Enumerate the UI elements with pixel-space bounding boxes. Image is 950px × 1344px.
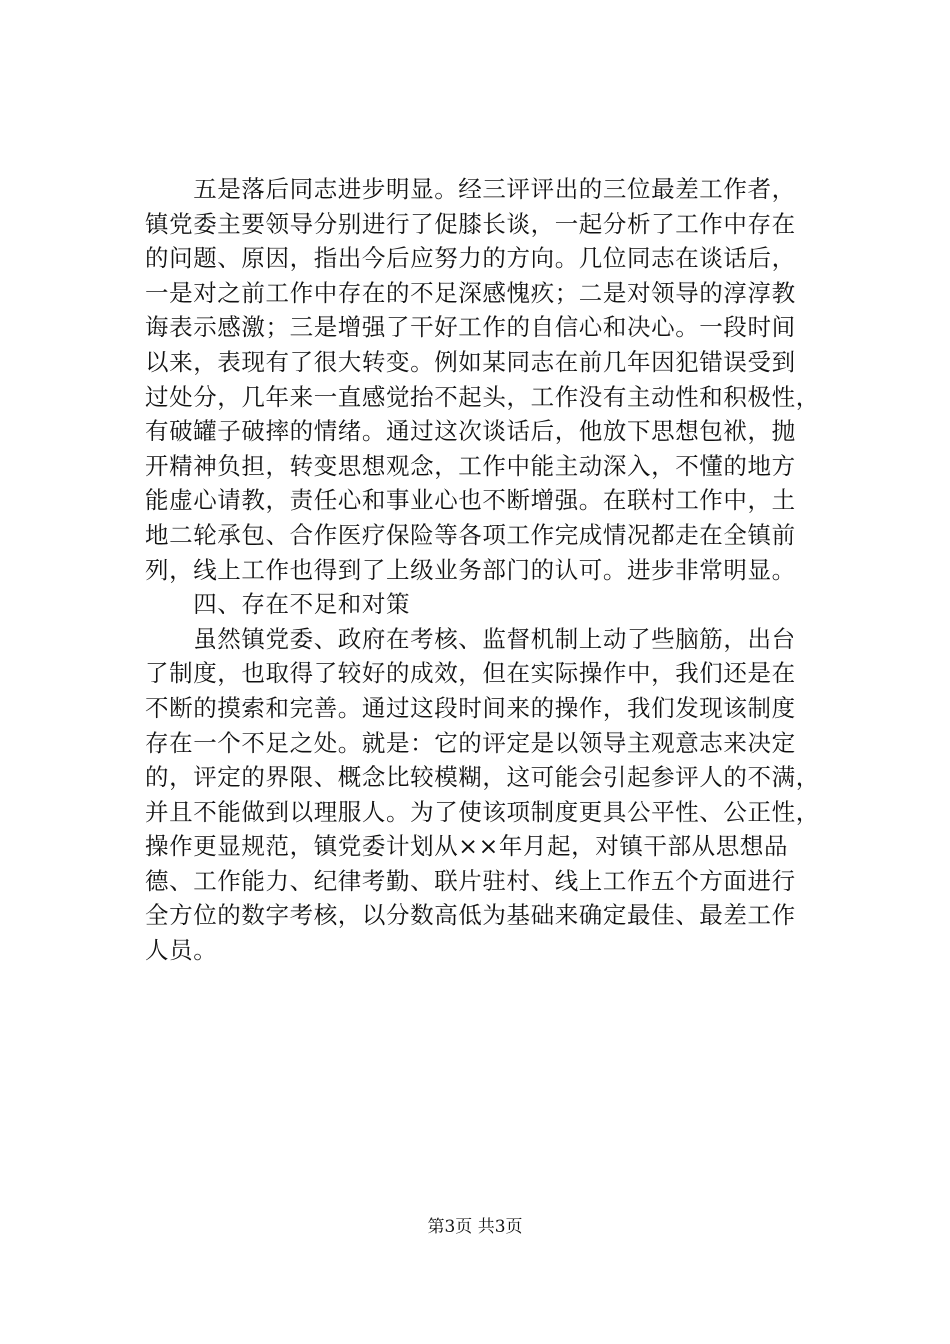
section-heading: 四、存在不足和对策 [145,590,411,619]
text-line: 虽然镇党委、政府在考核、监督机制上动了些脑筋，出台 [145,624,796,653]
page-footer [0,1216,950,1238]
text-line: 存在一个不足之处。就是：它的评定是以领导主观意志来决定 [145,728,796,757]
text-line: 的，评定的界限、概念比较模糊，这可能会引起参评人的不满， [145,763,820,792]
text-line: 人员。 [145,936,218,965]
page-number: 第3页 共3页 [427,1217,523,1237]
text-line: 镇党委主要领导分别进行了促膝长谈，一起分析了工作中存在 [145,209,796,238]
text-line: 诲表示感激；三是增强了干好工作的自信心和决心。一段时间 [145,313,796,342]
text-line: 有破罐子破摔的情绪。通过这次谈话后，他放下思想包袱，抛 [145,417,796,446]
text-line: 操作更显规范，镇党委计划从××年月起，对镇干部从思想品 [145,832,789,861]
text-line: 过处分，几年来一直感觉抬不起头，工作没有主动性和积极性， [145,382,820,411]
text-line: 开精神负担，转变思想观念，工作中能主动深入，不懂的地方 [145,451,796,480]
text-line: 以来，表现有了很大转变。例如某同志在前几年因犯错误受到 [145,347,796,376]
text-line: 德、工作能力、纪律考勤、联片驻村、线上工作五个方面进行 [145,866,796,895]
text-line: 五是落后同志进步明显。经三评评出的三位最差工作者， [145,175,796,203]
text-line: 一是对之前工作中存在的不足深感愧疚；二是对领导的淳淳教 [145,278,796,307]
text-line: 并且不能做到以理服人。为了使该项制度更具公平性、公正性， [145,797,820,826]
text-line: 列，线上工作也得到了上级业务部门的认可。进步非常明显。 [145,555,796,584]
text-line: 的问题、原因，指出今后应努力的方向。几位同志在谈话后， [145,244,796,273]
text-line: 了制度，也取得了较好的成效，但在实际操作中，我们还是在 [145,659,796,688]
text-line: 不断的摸索和完善。通过这段时间来的操作，我们发现该制度 [145,693,796,722]
text-line: 地二轮承包、合作医疗保险等各项工作完成情况都走在全镇前 [145,520,796,549]
text-line: 能虚心请教，责任心和事业心也不断增强。在联村工作中，土 [145,486,796,515]
body-text [145,172,845,968]
text-line: 全方位的数字考核，以分数高低为基础来确定最佳、最差工作 [145,901,796,930]
